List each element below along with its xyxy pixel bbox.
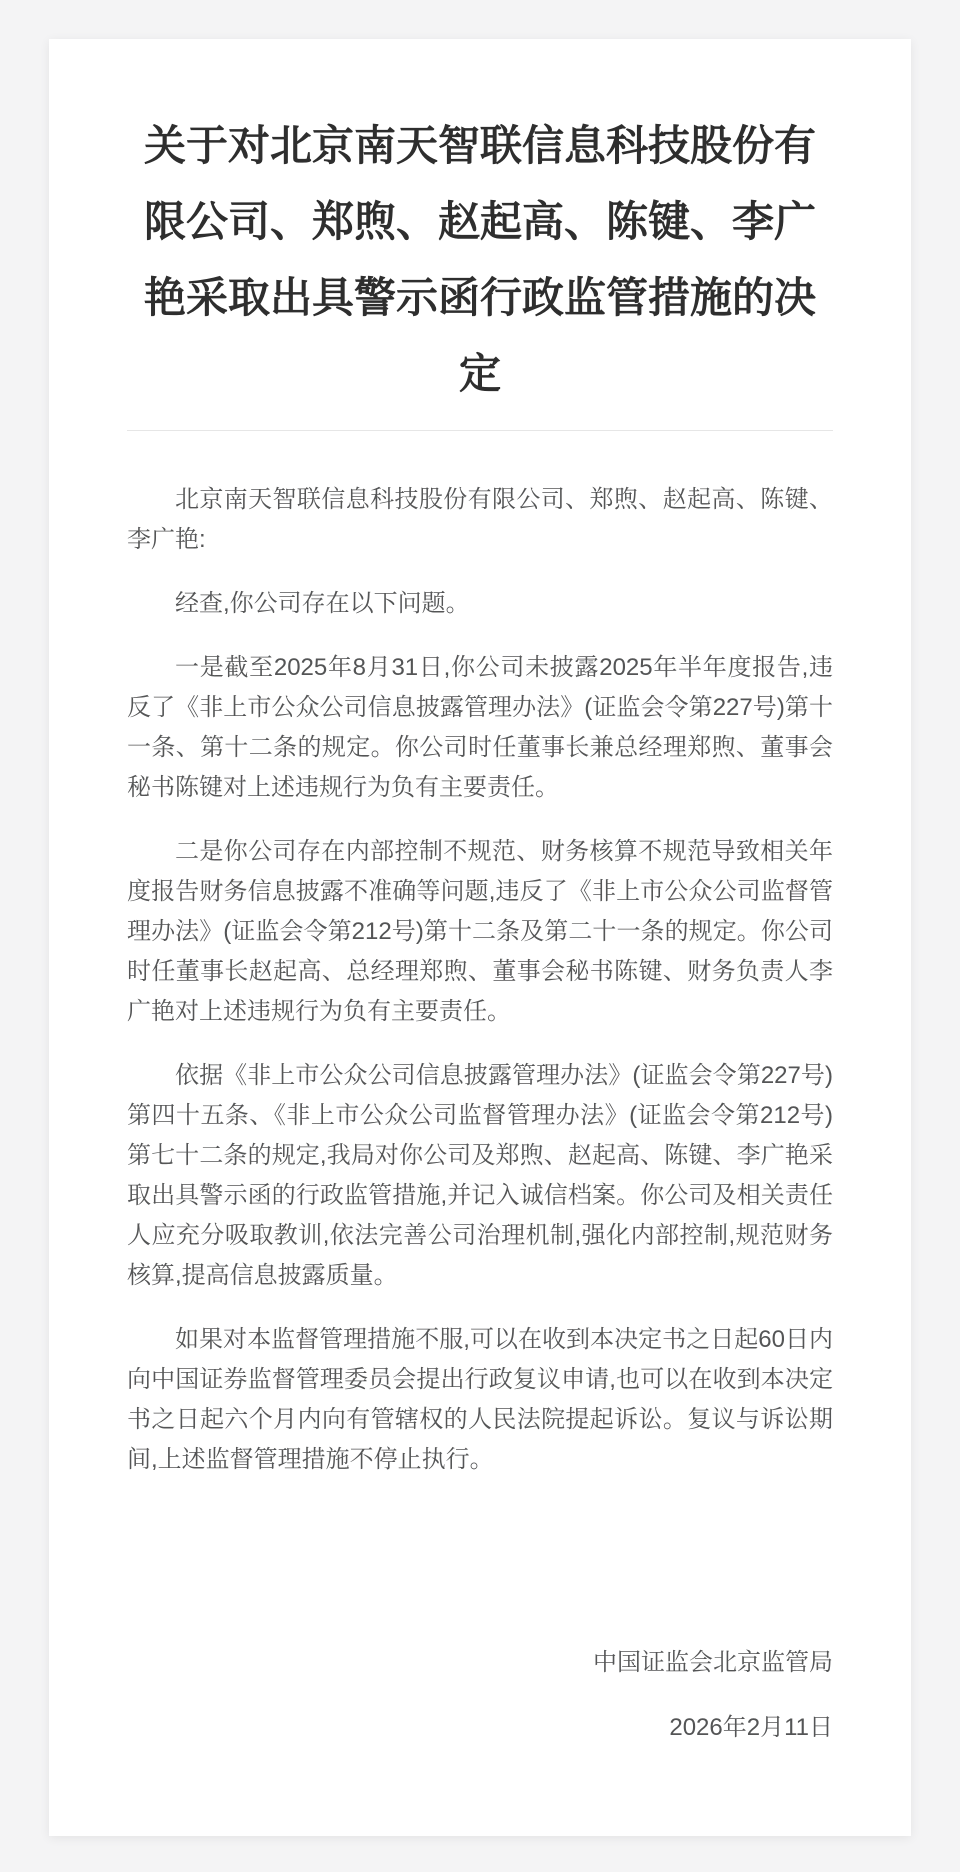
page-title: 关于对北京南天智联信息科技股份有限公司、郑煦、赵起高、陈键、李广艳采取出具警示函行政监管措施的决定 <box>143 122 816 397</box>
title-divider <box>127 430 833 431</box>
body-paragraph-decision: 依据《非上市公众公司信息披露管理办法》(证监会令第227号)第四十五条、《非上市公众公司监督管理办法》(证监会令第212号)第七十二条的规定,我局对你公司及郑煦、赵起高、陈键、李广艳采取出具警示函的行政监管措施,并记入诚信档案。你公司及相关责任人应充分吸取教训,依法完善公司治理机制,强化内部控制,规范财务核算,提高信息披露质量。 <box>127 1062 833 1289</box>
document-body <box>127 480 833 1748</box>
body-paragraph-salutation: 北京南天智联信息科技股份有限公司、郑煦、赵起高、陈键、李广艳: <box>127 486 833 553</box>
body-paragraph-issue-two: 二是你公司存在内部控制不规范、财务核算不规范导致相关年度报告财务信息披露不准确等问题,违反了《非上市公众公司监督管理办法》(证监会令第212号)第十二条及第二十一条的规定。你公司时任董事长赵起高、总经理郑煦、董事会秘书陈键、财务负责人李广艳对上述违规行为负有主要责任。 <box>127 838 833 1025</box>
document-card <box>49 39 911 1836</box>
body-paragraph-intro: 经查,你公司存在以下问题。 <box>175 590 470 617</box>
signature: 中国证监会北京监管局 <box>593 1649 833 1676</box>
body-paragraph-issue-one: 一是截至2025年8月31日,你公司未披露2025年半年度报告,违反了《非上市公众公司信息披露管理办法》(证监会令第227号)第十一条、第十二条的规定。你公司时任董事长兼总经理郑煦、董事会秘书陈键对上述违规行为负有主要责任。 <box>127 654 833 801</box>
body-paragraph-appeal: 如果对本监督管理措施不服,可以在收到本决定书之日起60日内向中国证券监督管理委员会提出行政复议申请,也可以在收到本决定书之日起六个月内向有管辖权的人民法院提起诉讼。复议与诉讼期间,上述监督管理措施不停止执行。 <box>127 1326 833 1473</box>
document-date: 2026年2月11日 <box>669 1714 833 1741</box>
